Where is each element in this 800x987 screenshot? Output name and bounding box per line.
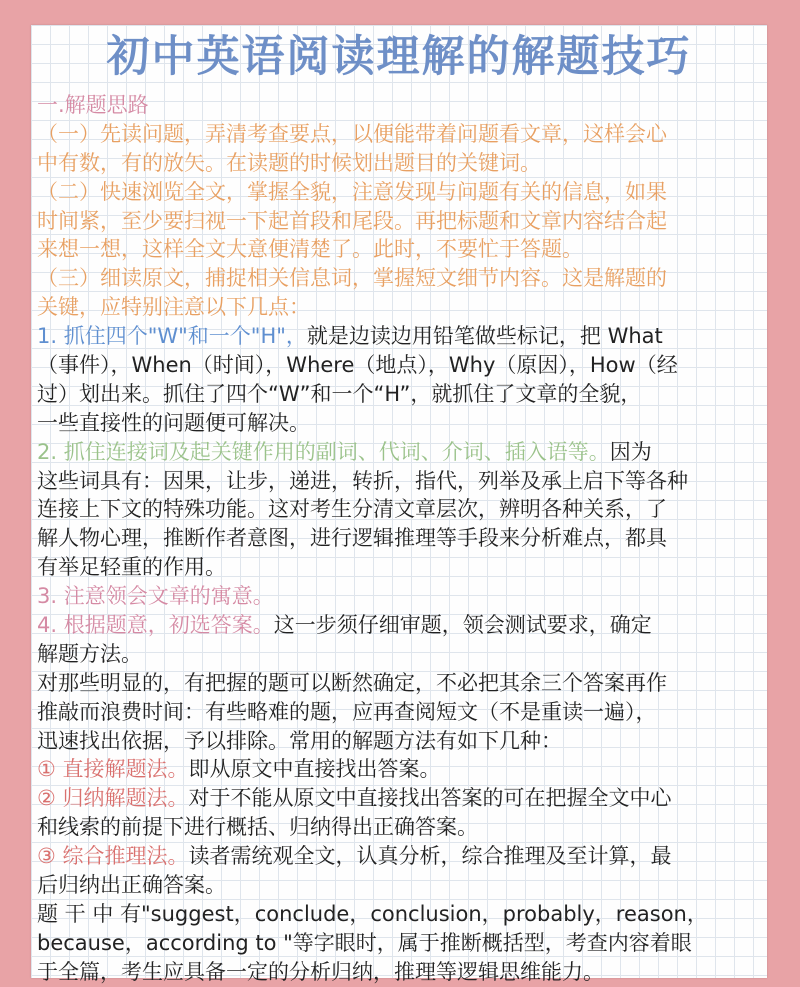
point4-text: 这一步须仔细审题，领会测试要求，确定 bbox=[273, 613, 652, 638]
method-continuation: 后归纳出正确答案。 bbox=[37, 873, 226, 898]
point4-line: 推敲而浪费时间：有些略难的题，应再查阅短文（不是重读一遍）， bbox=[37, 699, 657, 724]
closing-line: 于全篇，考生应具备一定的分析归纳，推理等逻辑思维能力。 bbox=[37, 959, 604, 984]
point2-first-line bbox=[37, 438, 765, 467]
method-induction bbox=[37, 784, 765, 813]
point1-line: 一些直接性的问题便可解决。 bbox=[37, 410, 310, 435]
step2-line: （二）快速浏览全文，掌握全貌，注意发现与问题有关的信息，如果 bbox=[37, 179, 667, 204]
method-lead: ② 归纳解题法。 bbox=[37, 786, 189, 811]
step1-line: （一）先读问题，弄清考查要点，以便能带着问题看文章，这样会心 bbox=[37, 121, 667, 146]
point2-line: 有举足轻重的作用。 bbox=[37, 555, 226, 580]
method-text: 对于不能从原文中直接找出答案的可在把握全文中心 bbox=[188, 786, 672, 811]
point1-text: 就是边读边用铅笔做些标记，把 What bbox=[306, 324, 663, 349]
method-direct bbox=[37, 755, 765, 784]
method-reasoning bbox=[37, 842, 765, 871]
point1-line: （事件），When（时间），Where（地点），Why（原因），How（经 bbox=[37, 353, 678, 378]
point2-lead: 2. 抓住连接词及起关键作用的副词、代词、介词、插入语等。 bbox=[37, 439, 610, 464]
note-paper bbox=[31, 25, 767, 984]
step1-line: 中有数，有的放矢。在读题的时候划出题目的关键词。 bbox=[37, 150, 541, 175]
step3-line: （三）细读原文，捕捉相关信息词，掌握短文细节内容。这是解题的 bbox=[37, 266, 667, 291]
point2-line: 这些词具有：因果，让步，递进，转折，指代，列举及承上启下等各种 bbox=[37, 468, 688, 493]
note-content bbox=[37, 91, 765, 987]
method-text: 读者需统观全文，认真分析，综合推理及至计算，最 bbox=[188, 844, 672, 869]
step3-line: 关键，应特别注意以下几点： bbox=[37, 295, 310, 320]
step2-line: 来想一想，这样全文大意便清楚了。此时，不要忙于答题。 bbox=[37, 237, 583, 262]
step2-line: 时间紧，至少要扫视一下起首段和尾段。再把标题和文章内容结合起 bbox=[37, 208, 667, 233]
method-lead: ① 直接解题法。 bbox=[37, 757, 189, 782]
closing-line: 题 干 中 有"suggest，conclude，conclusion，probably，reason， bbox=[37, 901, 708, 926]
page-title: 初中英语阅读理解的解题技巧 bbox=[106, 32, 692, 82]
point4-first-line bbox=[37, 611, 765, 640]
point4-line: 对那些明显的，有把握的题可以断然确定，不必把其余三个答案再作 bbox=[37, 670, 667, 695]
point1-lead: 1. 抓住四个"W"和一个"H"， bbox=[37, 324, 307, 349]
closing-line: because，according to "等字眼时，属于推断概括型，考查内容着眼 bbox=[37, 930, 692, 955]
method-text: 即从原文中直接找出答案。 bbox=[188, 757, 441, 782]
point3-lead: 3. 注意领会文章的寓意。 bbox=[37, 584, 274, 609]
point4-line: 迅速找出依据，予以排除。常用的解题方法有如下几种： bbox=[37, 728, 562, 753]
method-continuation: 和线索的前提下进行概括、归纳得出正确答案。 bbox=[37, 815, 478, 840]
point4-line: 解题方法。 bbox=[37, 641, 142, 666]
point1-first-line bbox=[37, 322, 765, 351]
point2-line: 连接上下文的特殊功能。这对考生分清文章层次，辨明各种关系，了 bbox=[37, 497, 667, 522]
point4-lead: 4. 根据题意，初选答案。 bbox=[37, 613, 274, 638]
section-heading: 一.解题思路 bbox=[37, 93, 149, 117]
point2-text: 因为 bbox=[609, 439, 652, 464]
point1-line: 过）划出来。抓住了四个“W”和一个“H”，就抓住了文章的全貌， bbox=[37, 381, 642, 406]
method-lead: ③ 综合推理法。 bbox=[37, 844, 189, 869]
point2-line: 解人物心理，推断作者意图，进行逻辑推理等手段来分析难点，都具 bbox=[37, 526, 667, 551]
